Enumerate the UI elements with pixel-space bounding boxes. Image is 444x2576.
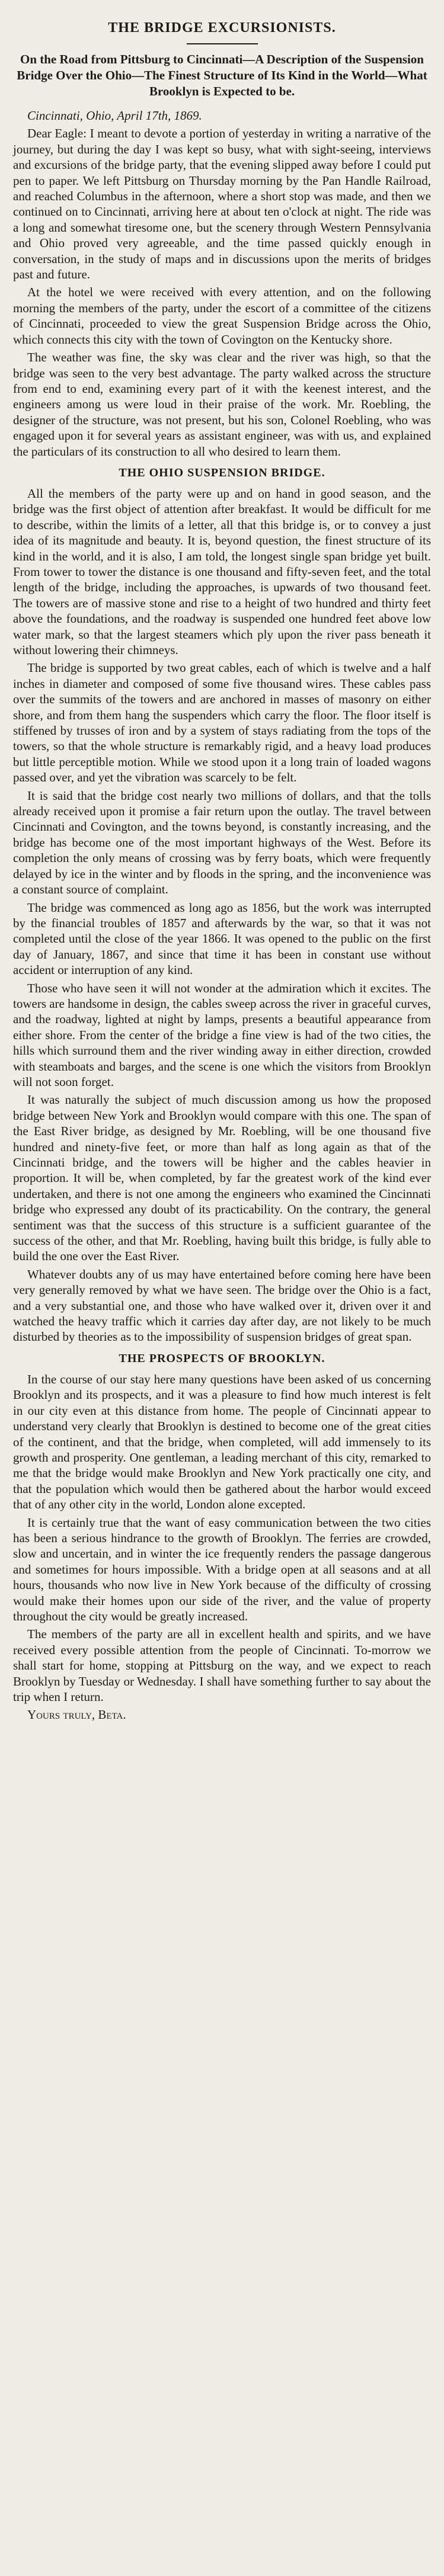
paragraph: In the course of our stay here many questions have been asked of us concerning Brooklyn and its prospects, and it was a pleasure to find how much interest is felt in our city even at this distance from home. The people of Cincinnati appear to understand very clearly that Brooklyn is destined to become one of the great cities of the continent, and that the bridge, when completed, will add immensely to its growth and prosperity. One gentleman, a leading merchant of this city, remarked to me that the bridge would make Brooklyn and New York practically one city, and that the population which would then be gathered about the harbor would exceed that of any other city in the world, London alone excepted. <box>13 1372 431 1512</box>
dateline: Cincinnati, Ohio, April 17th, 1869. <box>27 108 202 123</box>
paragraph: It is certainly true that the want of easy communication between the two cities has been a serious hindrance to the growth of Brooklyn. The ferries are crowded, slow and uncertain, and in winter the ice frequently renders the passage dangerous and sometimes for hours impossible. With a bridge open at all seasons and at all hours, thousands who now live in New York because of the difficulty of crossing would make their homes upon our side of the river, and the value of property throughout the city would be greatly increased. <box>13 1515 431 1623</box>
section-heading-brooklyn: THE PROSPECTS OF BROOKLYN. <box>119 1351 325 1365</box>
article-body-brooklyn <box>13 1372 431 1705</box>
headline: THE BRIDGE EXCURSIONISTS. <box>108 20 336 36</box>
article-deck: On the Road from Pittsburg to Cincinnati—A Description of the Suspension Bridge Over the Ohio—The Finest Structure of Its Kind in the World—What Brooklyn is Expected to be. <box>17 52 427 98</box>
paragraph: It was naturally the subject of much discussion among us how the proposed bridge between New York and Brooklyn would compare with this one. The span of the East River bridge, as designed by Mr. Roebling, will be one thousand five hundred and ninety-five feet, or more than half as long again as that of the Cincinnati bridge, and the towers will be higher and the cables heavier in proportion. It will be, when completed, by far the greatest work of the kind ever undertaken, and there is not one among the engineers who examined the Cincinnati bridge who expressed any doubt of its practicability. On the contrary, the general sentiment was that the success of this structure is a sufficient guarantee of the success of the other, and that Mr. Roebling, having built this bridge, is fully able to build the one over the East River. <box>13 1092 431 1264</box>
section-heading-bridge: THE OHIO SUSPENSION BRIDGE. <box>119 466 325 479</box>
paragraph: All the members of the party were up and on hand in good season, and the bridge was the first object of attention after breakfast. It would be difficult for me to describe, within the limits of a letter, all that this bridge is, or to convey a just idea of its magnitude and beauty. It is, beyond question, the finest structure of its kind in the world, and it is also, I am told, the longest single span bridge yet built. From tower to tower the distance is one thousand and fifty-seven feet, and the total length of the bridge, including the approaches, is upwards of two thousand feet. The towers are of massive stone and rise to a height of two hundred and thirty feet above the foundations, and the roadway is suspended one hundred feet above low water mark, so that the largest steamers which ply upon the river pass beneath it without lowering their chimneys. <box>13 486 431 657</box>
paragraph: The weather was fine, the sky was clear and the river was high, so that the bridge was seen to the very best advantage. The party walked across the structure from end to end, examining every part of it with the keenest interest, and the engineers among us were loud in their praise of the work. Mr. Roebling, the designer of the structure, was not present, but his son, Colonel Roebling, who was engaged upon it for several years as assistant engineer, was with us, and explained the particulars of its construction to all who desired to learn them. <box>13 350 431 459</box>
paragraph: Dear Eagle: I meant to devote a portion of yesterday in writing a narrative of the journey, but during the day I was kept so busy, what with sight-seeing, interviews and excursions of the bridge party, that the evening slipped away before I could put pen to paper. We left Pittsburg on Thursday morning by the Pan Handle Railroad, and reached Columbus in the afternoon, where a short stop was made, and then we continued on to Cincinnati, arriving here at about ten o'clock at night. The ride was a long and somewhat tiresome one, but the scenery through Western Pennsylvania and Ohio proved very agreeable, and the time passed quickly enough in conversation, in the study of maps and in discussions upon the merits of bridges past and future. <box>13 126 431 282</box>
paragraph: The members of the party are all in excellent health and spirits, and we have received every possible attention from the people of Cincinnati. To-morrow we shall start for home, stopping at Pittsburg on the way, and we expect to reach Brooklyn by Tuesday or Wednesday. I shall have something further to say about the trip when I return. <box>13 1627 431 1704</box>
paragraph: The bridge is supported by two great cables, each of which is twelve and a half inches in diameter and composed of some five thousand wires. These cables pass over the summits of the towers and are anchored in masses of masonry on either shore, and from them hang the suspenders which carry the floor. The floor itself is stiffened by trusses of iron and by a system of stays radiating from the tops of the towers, so that the whole structure is remarkably rigid, and a heavy load produces but little perceptible motion. While we stood upon it a long train of loaded wagons passed over, and yet the vibration was scarcely to be felt. <box>13 661 431 785</box>
article-body-intro <box>13 126 431 459</box>
signoff: Yours truly, Beta. <box>27 1707 126 1722</box>
paragraph: It is said that the bridge cost nearly two millions of dollars, and that the tolls already received upon it promise a fair return upon the outlay. The travel between Cincinnati and Covington, and the towns beyond, is constantly increasing, and the bridge has become one of the most important highways of the West. Before its completion the only means of crossing was by ferry boats, which were frequently delayed by ice in the winter and by floods in the spring, and the inconvenience was a constant source of complaint. <box>13 788 431 897</box>
paragraph: At the hotel we were received with every attention, and on the following morning the members of the party, under the escort of a committee of the citizens of Cincinnati, proceeded to view the great Suspension Bridge across the Ohio, which connects this city with the town of Covington on the Kentucky shore. <box>13 285 431 347</box>
paragraph: Those who have seen it will not wonder at the admiration which it excites. The towers are handsome in design, the cables sweep across the river in graceful curves, and the roadway, lighted at night by lamps, presents a beautiful appearance from either shore. From the center of the bridge a fine view is had of the two cities, the hills which surround them and the river winding away in either direction, crowded with steamboats and barges, and the scene is one which the visitors from Brooklyn will not soon forget. <box>13 981 431 1089</box>
article-body-bridge <box>13 486 431 1345</box>
paragraph: Whatever doubts any of us may have entertained before coming here have been very generally removed by what we have seen. The bridge over the Ohio is a fact, and a very substantial one, and those who have walked over it, driven over it and watched the heavy traffic which it carries day after day, are not likely to be much disturbed by theories as to the impossibility of suspension bridges of great span. <box>13 1267 431 1344</box>
headline-divider <box>187 43 258 44</box>
paragraph: The bridge was commenced as long ago as 1856, but the work was interrupted by the financial troubles of 1857 and afterwards by the war, so that it was not completed until the close of the year 1866. It was opened to the public on the first day of January, 1867, and since that time it has been in constant use without accident or interruption of any kind. <box>13 900 431 978</box>
